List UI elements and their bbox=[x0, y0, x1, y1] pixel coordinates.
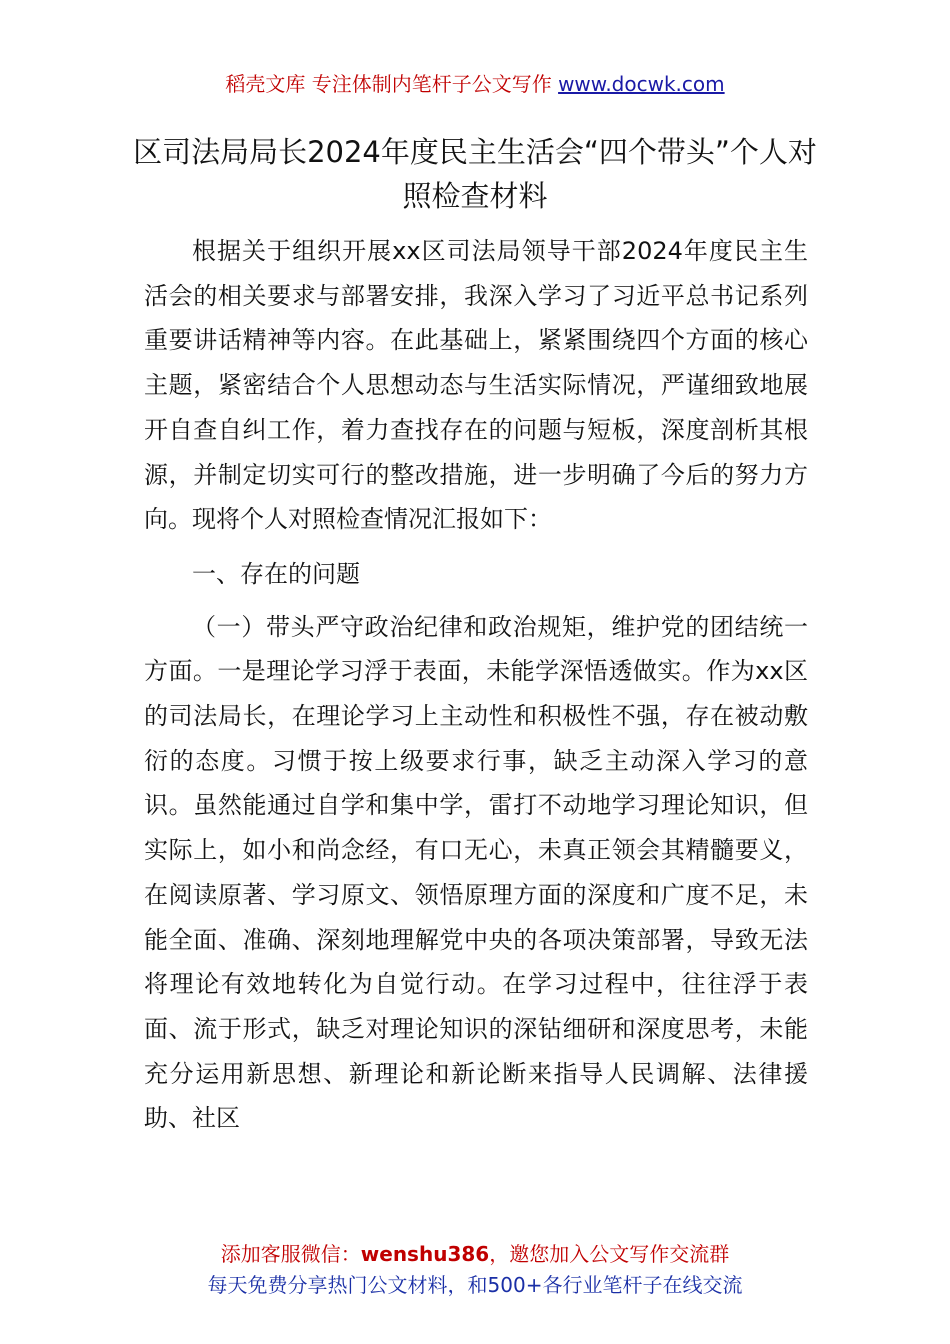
section-paragraph: （一）带头严守政治纪律和政治规矩，维护党的团结统一方面。一是理论学习浮于表面，未能学深悟透做实。作为xx区的司法局长，在理论学习上主动性和积极性不强，存在被动敷衍的态度。习惯于按上级要求行事，缺乏主动深入学习的意识。虽然能通过自学和集中学，雷打不动地学习理论知识，但实际上，如小和尚念经，有口无心，未真正领会其精髓要义，在阅读原著、学习原文、领悟原理方面的深度和广度不足，未能全面、准确、深刻地理解党中央的各项决策部署，导致无法将理论有效地转化为自觉行动。在学习过程中，往往浮于表面、流于形式，缺乏对理论知识的深钻细研和深度思考，未能充分运用新思想、新理论和新论断来指导人民调解、法律援助、社区 bbox=[144, 612, 808, 1133]
watermark-header bbox=[0, 70, 950, 98]
header-website-link[interactable]: www.docwk.com bbox=[558, 72, 725, 96]
document-body bbox=[144, 229, 808, 1141]
section-heading: 一、存在的问题 bbox=[192, 559, 360, 588]
header-brand-text: 稻壳文库 专注体制内笔杆子公文写作 bbox=[225, 72, 552, 96]
footer-wechat-suffix: ，邀您加入公文写作交流群 bbox=[489, 1242, 730, 1266]
footer-wechat-prefix: 添加客服微信： bbox=[220, 1242, 361, 1266]
footer-wechat-line bbox=[0, 1240, 950, 1268]
footer-share-line: 每天免费分享热门公文材料，和500+各行业笔杆子在线交流 bbox=[207, 1273, 743, 1297]
footer-wechat-id: wenshu386 bbox=[360, 1242, 490, 1266]
document-title: 区司法局局长2024年度民主生活会“四个带头”个人对照检查材料 bbox=[133, 135, 817, 213]
intro-paragraph: 根据关于组织开展xx区司法局领导干部2024年度民主生活会的相关要求与部署安排，我深入学习了习近平总书记系列重要讲话精神等内容。在此基础上，紧紧围绕四个方面的核心主题，紧密结合个人思想动态与生活实际情况，严谨细致地展开自查自纠工作，着力查找存在的问题与短板，深度剖析其根源，并制定切实可行的整改措施，进一步明确了今后的努力方向。现将个人对照检查情况汇报如下： bbox=[144, 237, 808, 534]
